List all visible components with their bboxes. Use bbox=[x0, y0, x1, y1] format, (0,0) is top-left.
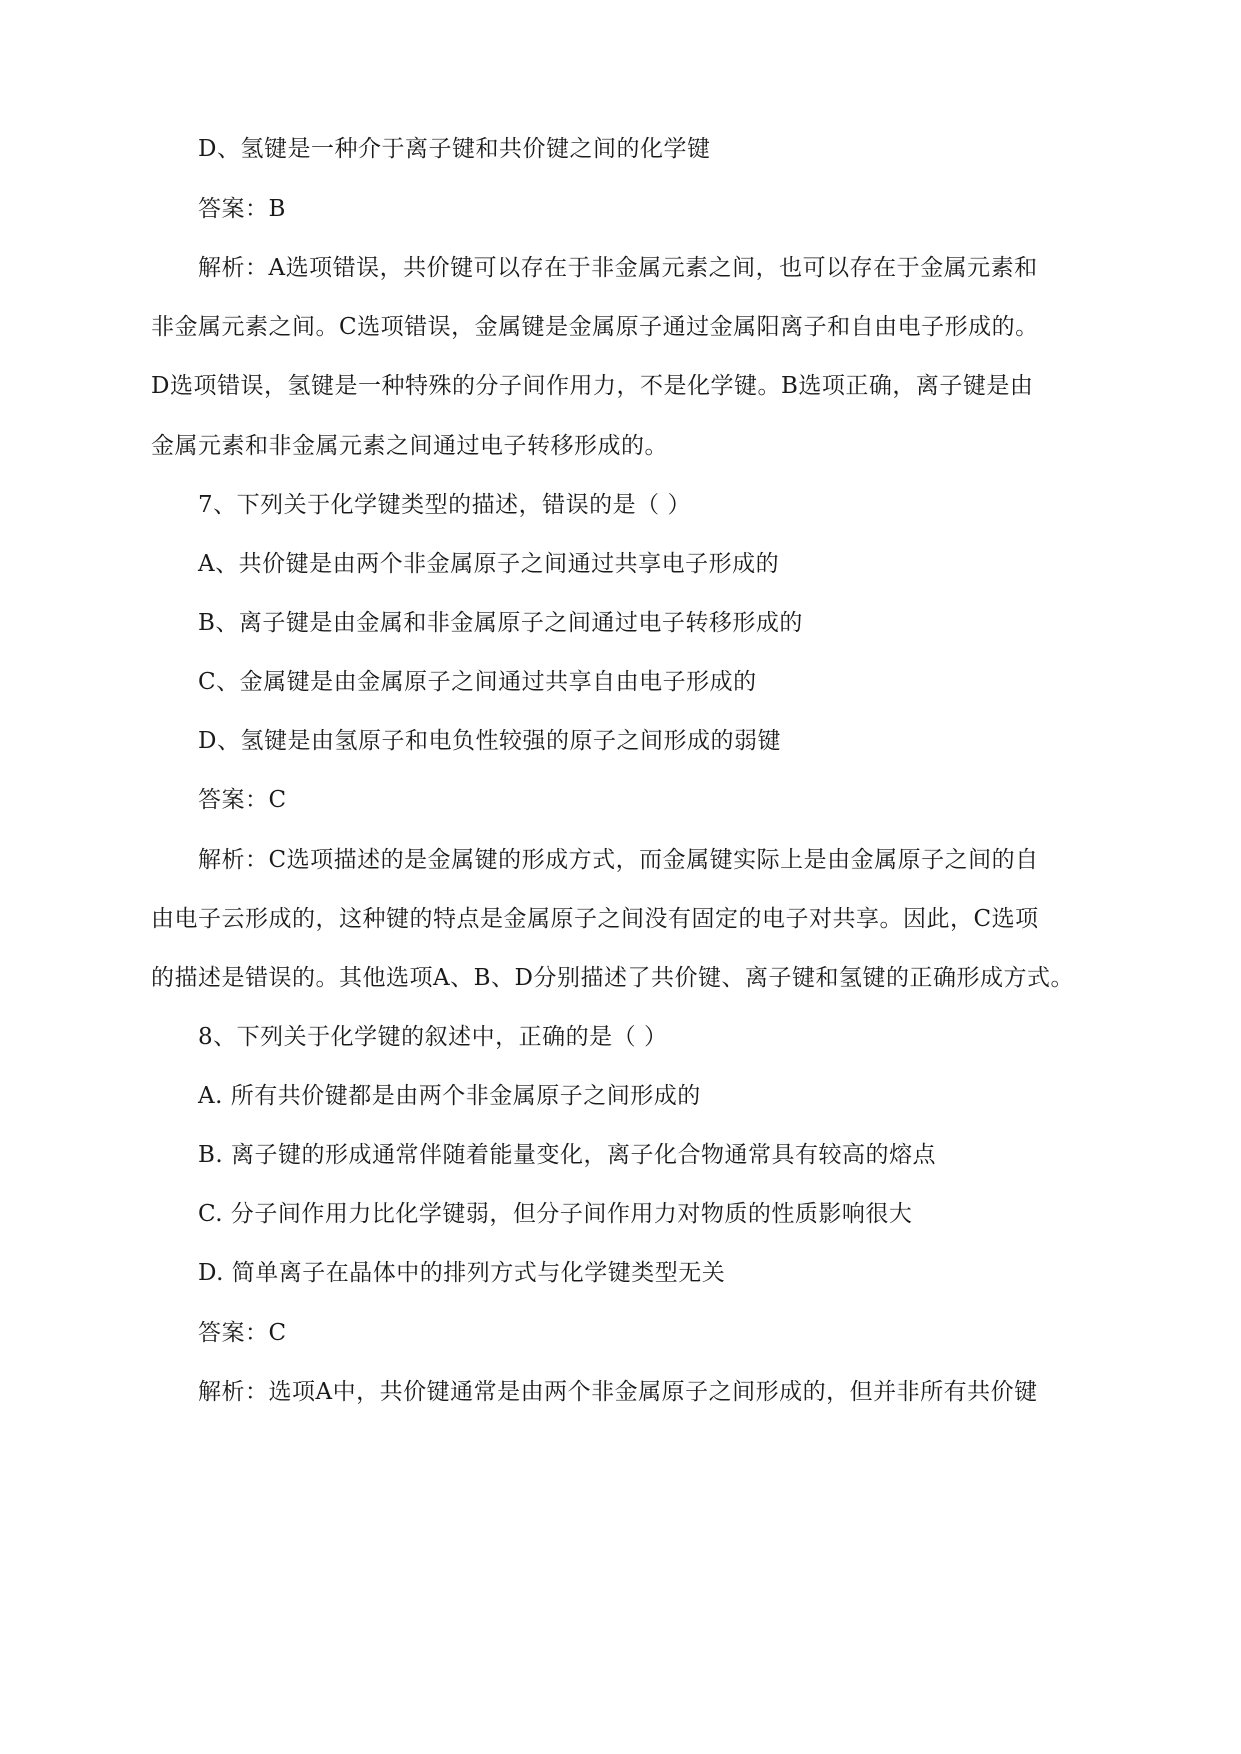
option-c-q7: C、金属键是由金属原子之间通过共享自由电子形成的 bbox=[198, 669, 757, 695]
option-a-q7: A、共价键是由两个非金属原子之间通过共享电子形成的 bbox=[198, 551, 780, 577]
analysis-q6-line-2: 非金属元素之间。C选项错误，金属键是金属原子通过金属阳离子和自由电子形成的。 bbox=[151, 314, 1039, 340]
option-c-q8: C. 分子间作用力比化学键弱，但分子间作用力对物质的性质影响很大 bbox=[198, 1201, 913, 1227]
option-b-q7: B、离子键是由金属和非金属原子之间通过电子转移形成的 bbox=[198, 610, 803, 636]
analysis-q7-line-1: 解析：C选项描述的是金属键的形成方式，而金属键实际上是由金属原子之间的自 bbox=[198, 847, 1039, 873]
option-b-q8: B. 离子键的形成通常伴随着能量变化，离子化合物通常具有较高的熔点 bbox=[198, 1142, 937, 1168]
answer-q7: 答案：C bbox=[198, 787, 287, 813]
analysis-q6-line-1: 解析：A选项错误，共价键可以存在于非金属元素之间，也可以存在于金属元素和 bbox=[198, 255, 1038, 281]
analysis-q7-line-2: 由电子云形成的，这种键的特点是金属原子之间没有固定的电子对共享。因此，C选项 bbox=[151, 906, 1039, 932]
analysis-q6-line-4: 金属元素和非金属元素之间通过电子转移形成的。 bbox=[151, 433, 668, 459]
option-d-q8: D. 简单离子在晶体中的排列方式与化学键类型无关 bbox=[198, 1260, 726, 1286]
question-7: 7、下列关于化学键类型的描述，错误的是（ ） bbox=[198, 492, 691, 518]
option-d-q7: D、氢键是由氢原子和电负性较强的原子之间形成的弱键 bbox=[198, 728, 781, 754]
analysis-q7-line-3: 的描述是错误的。其他选项A、B、D分别描述了共价键、离子键和氢键的正确形成方式。 bbox=[151, 965, 1074, 991]
answer-q8: 答案：C bbox=[198, 1320, 287, 1346]
option-d-q6: D、氢键是一种介于离子键和共价键之间的化学键 bbox=[198, 136, 711, 162]
answer-q6: 答案：B bbox=[198, 196, 286, 222]
question-8: 8、下列关于化学键的叙述中，正确的是（ ） bbox=[198, 1024, 668, 1050]
analysis-q8-line-1: 解析：选项A中，共价键通常是由两个非金属原子之间形成的，但并非所有共价键 bbox=[198, 1379, 1038, 1405]
option-a-q8: A. 所有共价键都是由两个非金属原子之间形成的 bbox=[198, 1083, 701, 1109]
analysis-q6-line-3: D选项错误，氢键是一种特殊的分子间作用力，不是化学键。B选项正确，离子键是由 bbox=[151, 373, 1034, 399]
